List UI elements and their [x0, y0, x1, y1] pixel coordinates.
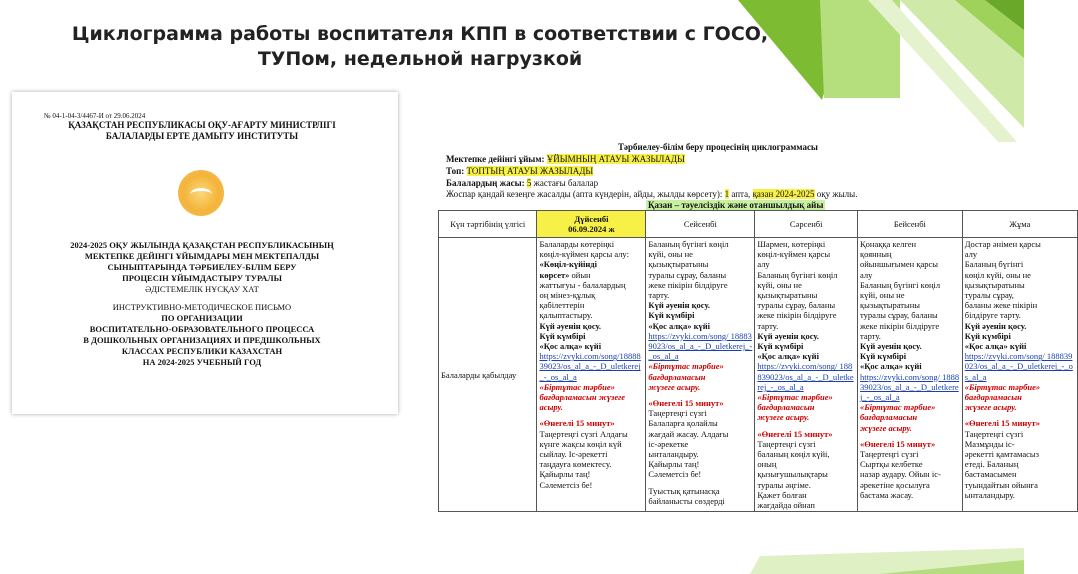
- program-note: «Біртұтас тәрбие»: [648, 361, 724, 372]
- cell-text: оның: [757, 459, 777, 470]
- slide-title: [60, 22, 780, 72]
- program-note: жүзеге асыру.: [964, 402, 1017, 413]
- ru-title-line: В ДОШКОЛЬНЫХ ОРГАНИЗАЦИЯХ И ПРЕДШКОЛЬНЫХ: [83, 335, 321, 345]
- cell-text: Мазмұнды іс-: [964, 438, 1015, 449]
- group-line: [446, 166, 593, 176]
- methodical-letter-document: [12, 92, 398, 414]
- cell-text: [539, 270, 643, 280]
- cell-text: тарту.: [648, 290, 670, 301]
- fifteen-minutes-label: «Өнегелі 15 минут»: [757, 428, 833, 439]
- cell-text: Таңертеңгі сүзгі Алдағы: [539, 428, 628, 439]
- cell-bold: Күй әуенін қосу.: [964, 320, 1027, 331]
- cell-text: күйі, оны не: [860, 290, 905, 301]
- age-label: Балалардың жасы:: [446, 178, 525, 188]
- cell-bold: Күй әуенін қосу.: [757, 330, 819, 341]
- cell-text: баланың көңіл күйі,: [757, 449, 830, 460]
- cell-wednesday: [755, 238, 858, 512]
- cell-text: туралы сұрау, баланы: [860, 310, 938, 321]
- fifteen-minutes-label: «Өнегелі 15 минут»: [648, 398, 724, 409]
- cell-text: Таңертеңгі сүзгі: [860, 449, 919, 460]
- cell-bold: Күй күмбірі: [757, 341, 804, 352]
- slide-title-line1: Циклограмма работы воспитателя КПП в соответствии с ГОСО,: [71, 23, 769, 45]
- song-link[interactable]: https://zvyki.com/song/ 188839023/os_al_a_-_D_uletkerej_-_os_al_a: [860, 371, 960, 403]
- cell-text: Балаларға қолайлы: [648, 418, 718, 429]
- cell-bold: «Қос алқа» күйі: [964, 341, 1027, 352]
- cell-text: Сыртқы келбетке: [860, 459, 923, 470]
- cell-bold: «Қос алқа» күйі: [860, 361, 922, 372]
- cell-bold: көрсет»: [539, 269, 570, 280]
- group-value: ТОПТЫҢ АТАУЫ ЖАЗЫЛАДЫ: [466, 166, 594, 176]
- cell-text: қызықтыратыны: [757, 290, 818, 301]
- header-tuesday: Сейсенбі: [646, 211, 755, 238]
- cell-text: алу: [757, 259, 770, 270]
- kz-title-line: 2024-2025 ОҚУ ЖЫЛЫНДА ҚАЗАҚСТАН РЕСПУБЛИКАСЫНЫҢ: [70, 240, 334, 250]
- ru-title-line: НА 2024-2025 УЧЕБНЫЙ ГОД: [142, 357, 262, 367]
- cell-text: күнге жақсы көңіл күй: [539, 438, 622, 449]
- cell-text: қызықтыратыны: [860, 300, 920, 311]
- cell-text: Баланың бүгінгі: [964, 259, 1024, 270]
- org-value: ҰЙЫМНЫҢ АТАУЫ ЖАЗЫЛАДЫ: [546, 154, 685, 164]
- program-note: «Біртұтас тәрбие»: [860, 402, 936, 413]
- cell-text: Баланың бүгінгі көңіл: [757, 269, 838, 280]
- group-label: Топ:: [446, 166, 465, 176]
- program-note: «Біртұтас тәрбие»: [757, 392, 833, 403]
- kz-title-line: СЫНЫПТАРЫНДА ТӘРБИЕЛЕУ-БІЛІМ БЕРУ: [107, 262, 297, 272]
- cell-text: күйі, оны не: [757, 279, 802, 290]
- org-label: Мектепке дейінгі ұйым:: [446, 154, 545, 164]
- cell-text: жеке пікірін білдіруге: [648, 279, 728, 290]
- age-line: [446, 178, 598, 188]
- cell-text: Қайырлы таң!: [539, 469, 591, 480]
- cell-text: жағдай жасау. Алдағы: [648, 428, 729, 439]
- period-week-label: апта,: [731, 189, 751, 199]
- cell-tuesday: [646, 238, 755, 512]
- period-year: қазан 2024-2025: [752, 189, 815, 199]
- institution-line: ҚАЗАҚСТАН РЕСПУБЛИКАСЫ ОҚУ-АҒАРТУ МИНИСТРЛІГІ: [68, 120, 336, 130]
- program-note: бағдарламасын: [964, 392, 1022, 403]
- cell-text: Достар әнімен қарсы: [964, 239, 1041, 249]
- row-label-reception: Балаларды қабылдау: [439, 238, 537, 512]
- cell-text: Баланың бүгінгі көңіл: [860, 279, 941, 290]
- cell-bold: Күй күмбірі: [648, 310, 695, 321]
- header-regime: Күн тәртібінің үлгісі: [439, 211, 537, 238]
- program-note: бағдарламасын: [757, 402, 815, 413]
- cell-text: туралы сұрау,: [964, 290, 1014, 301]
- cell-text: бастама жасау.: [860, 489, 914, 500]
- cell-text: қоянның: [860, 249, 892, 260]
- cell-text: Таңертеңгі сүзгі: [757, 438, 816, 449]
- month-theme: Қазан – тәуелсіздік және отаншылдық айы: [648, 200, 824, 210]
- cell-text: қалыптастыру.: [539, 310, 593, 321]
- program-note: «Біртұтас тәрбие»: [964, 381, 1041, 392]
- cell-text: қызықтыратыны: [964, 279, 1025, 290]
- document-reference-number: № 04-1-04-3/4467-И от 29.06.2024: [44, 112, 146, 120]
- song-link[interactable]: https://zvyki.com/song/ 188839023/os_al_a_-_D_uletkerej_-_os_al_a: [964, 351, 1073, 382]
- cell-text: ойын: [571, 269, 591, 280]
- cell-monday: [537, 238, 646, 512]
- ru-title-line: ВОСПИТАТЕЛЬНО-ОБРАЗОВАТЕЛЬНОГО ПРОЦЕССА: [89, 324, 315, 334]
- cell-bold: Күй күмбірі: [964, 330, 1011, 341]
- cell-text: Қайырлы таң!: [648, 459, 700, 470]
- cell-text: Таңертеңгі сүзгі: [648, 408, 707, 419]
- cell-text: ынталандыру.: [964, 489, 1015, 500]
- cell-text: Қажет болған: [757, 489, 807, 500]
- table-row: [439, 238, 1078, 512]
- cell-text: алу: [860, 269, 873, 280]
- cell-text: ойыншығымен қарсы: [860, 259, 938, 270]
- program-note: бағдарламасын жүзеге: [539, 392, 626, 403]
- fifteen-minutes-label: «Өнегелі 15 минут»: [964, 418, 1040, 429]
- cell-bold: «Қос алқа» күйі: [757, 351, 819, 362]
- program-note: асыру.: [539, 402, 563, 413]
- institute-logo-icon: [178, 170, 224, 216]
- cell-text: Таңертеңгі сүзгі: [964, 428, 1024, 439]
- table-header-row: [439, 211, 1078, 238]
- program-note: жүзеге асыру.: [648, 381, 701, 392]
- header-monday-label: Дүйсенбі: [574, 213, 609, 224]
- cell-text: баланы жеке пікірін: [964, 300, 1038, 311]
- cell-bold: Күй күмбірі: [860, 351, 907, 362]
- org-line: [446, 154, 685, 164]
- cell-text: алу: [964, 249, 978, 260]
- cell-text: Баланың бүгінгі көңіл: [648, 239, 729, 249]
- cell-bold: Күй әуенін қосу.: [648, 300, 710, 311]
- cyclogram-document: [438, 142, 1073, 542]
- cell-text: қызықтыратыны: [648, 259, 709, 270]
- cell-text: туралы әңгіме.: [757, 479, 811, 490]
- kazakh-letter-title: [32, 240, 372, 295]
- cell-bold: «Қос алқа» күйі: [648, 320, 710, 331]
- cell-text: туралы сұрау, баланы: [648, 269, 727, 280]
- theme-line: [646, 200, 825, 210]
- cell-text: әрекетті қамтамасыз: [964, 449, 1039, 460]
- period-label: Жоспар қандай кезеңге жасалды (апта күндерін, айды, жылды көрсету):: [446, 189, 723, 199]
- cell-text: тарту.: [860, 330, 881, 341]
- program-note: «Біртұтас тәрбие»: [539, 381, 615, 392]
- header-monday-date: 06.09.2024 ж: [568, 224, 615, 234]
- cell-text: ынталандыру.: [648, 449, 699, 460]
- cell-text: бастамасымен: [964, 469, 1017, 480]
- song-link[interactable]: https://zvyki.com/song/18888 39023/os_al_a_-_D_uletkerej_-_os_al_a: [539, 351, 641, 382]
- cell-text: жаттығуы - балалардың: [539, 279, 626, 290]
- song-link[interactable]: https://zvyki.com/song/ 188839023/os_al_a_-_D_uletkerej_-_os_al_a: [757, 361, 854, 392]
- cell-text: көңіл-күймен қарсы: [757, 249, 831, 260]
- cell-text: Сәлеметсіз бе!: [539, 479, 593, 490]
- ru-title-line: КЛАССАХ РЕСПУБЛИКИ КАЗАХСТАН: [121, 346, 283, 356]
- cell-text: көңіл-күймен қарсы алу:: [539, 249, 629, 260]
- cell-text: Сәлеметсіз бе!: [648, 469, 702, 480]
- fifteen-minutes-label: «Өнегелі 15 минут»: [860, 438, 936, 449]
- ru-title-line: ПО ОРГАНИЗАЦИИ: [161, 313, 243, 323]
- cyclogram-title: Тәрбиелеу-білім беру процесінің циклограммасы: [618, 142, 818, 152]
- cell-text: Шармен, көтеріңкі: [757, 239, 826, 249]
- header-wednesday: Сәрсенбі: [755, 211, 858, 238]
- slide-title-line2: ТУПом, недельной нагрузкой: [257, 48, 583, 70]
- cell-text: әрекетіне қосылуға: [860, 479, 930, 490]
- cell-text: қабілеттерін: [539, 300, 585, 311]
- cell-text: жағдайда ойнап: [757, 500, 815, 511]
- program-note: жүзеге асыру.: [757, 412, 810, 423]
- cell-text: Балаларды көтеріңкі: [539, 239, 615, 249]
- cell-text: етеді. Баланың: [964, 459, 1019, 470]
- cell-text: назар аудару. Ойын іс-: [860, 469, 941, 480]
- cell-bold: Күй күмбірі: [539, 330, 586, 341]
- cell-text: сыйлау. Іс-әрекетті: [539, 449, 608, 460]
- cell-text: байланысты сөздерді: [648, 495, 725, 506]
- cell-text: қызығушылықтары: [757, 469, 828, 480]
- cell-text: жеке пікірін білдіруге: [757, 310, 837, 321]
- song-link[interactable]: https://zvyki.com/song/ 188839023/os_al_a_-_D_uletkerej_-_os_al_a: [648, 330, 753, 362]
- program-note: бағдарламасын: [648, 371, 706, 382]
- cell-text: білдіруге тарту.: [964, 310, 1021, 321]
- cell-text: Туыстық қатынасқа: [648, 485, 720, 496]
- cell-text: іс-әрекетке: [648, 438, 689, 449]
- cell-text: [539, 259, 643, 269]
- header-friday: Жұма: [962, 211, 1077, 238]
- cell-text: көңіл күйі, оны не: [964, 269, 1031, 280]
- cell-text: таңдауға көмектесу.: [539, 459, 612, 470]
- age-suffix: жастағы балалар: [533, 178, 599, 188]
- cell-friday: [962, 238, 1077, 512]
- institution-line: БАЛАЛАРДЫ ЕРТЕ ДАМЫТУ ИНСТИТУТЫ: [105, 131, 299, 141]
- cell-text: оң мінез-құлық: [539, 290, 596, 301]
- cell-text: туындайтын ойынға: [964, 479, 1038, 490]
- cyclogram-table: [438, 210, 1078, 512]
- institution-header: [32, 120, 372, 142]
- header-thursday: Бейсенбі: [858, 211, 963, 238]
- cell-text: туралы сұрау, баланы: [757, 300, 836, 311]
- cell-text: тарту.: [757, 320, 779, 331]
- russian-letter-title: [32, 302, 372, 368]
- kz-title-line: ӘДІСТЕМЕЛІК НҰСҚАУ ХАТ: [145, 284, 259, 294]
- period-suffix: оқу жылы.: [816, 189, 858, 199]
- cell-thursday: [858, 238, 963, 512]
- cell-bold: «Көңіл-күйінді: [539, 259, 597, 270]
- kz-title-line: МЕКТЕПКЕ ДЕЙІНГІ ҰЙЫМДАРЫ МЕН МЕКТЕПАЛДЫ: [84, 251, 320, 261]
- cell-text: Қонаққа келген: [860, 239, 917, 249]
- fifteen-minutes-label: «Өнегелі 15 минут»: [539, 418, 615, 429]
- cell-bold: «Қос алқа» күйі: [539, 341, 602, 352]
- kz-title-line: ПРОЦЕСІН ҰЙЫМДАСТЫРУ ТУРАЛЫ: [122, 273, 282, 283]
- period-week: 1: [724, 189, 730, 199]
- header-monday: [537, 211, 646, 238]
- program-note: бағдарламасын: [860, 412, 918, 423]
- cell-bold: Күй әуенін қосу.: [860, 341, 922, 352]
- age-value: 5: [526, 178, 532, 188]
- period-line: [446, 189, 857, 199]
- cell-bold: Күй әуенін қосу.: [539, 320, 602, 331]
- ru-title-line: ИНСТРУКТИВНО-МЕТОДИЧЕСКОЕ ПИСЬМО: [112, 302, 292, 312]
- cell-text: жеке пікірін білдіруге: [860, 320, 940, 331]
- cell-text: күйі, оны не: [648, 249, 693, 260]
- program-note: жүзеге асыру.: [860, 422, 912, 433]
